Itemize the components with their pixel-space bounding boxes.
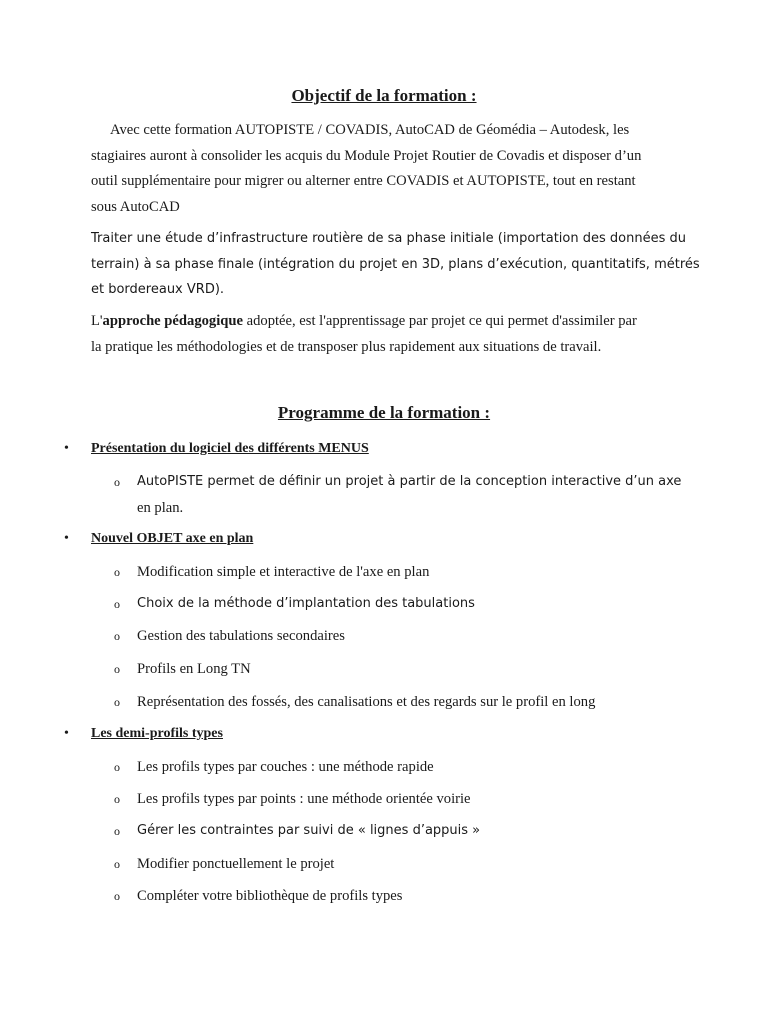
item-text: Gérer les contraintes par suivi de « lignes d’appuis » xyxy=(137,823,481,838)
text-prefix: L' xyxy=(91,313,103,329)
text-line xyxy=(91,309,691,335)
text-line: sous AutoCAD xyxy=(91,198,180,215)
sub-bullet-icon: o xyxy=(114,565,120,579)
text-line: outil supplémentaire pour migrer ou alterner entre COVADIS et AUTOPISTE, tout en restant xyxy=(91,173,636,189)
item-text: Modifier ponctuellement le projet xyxy=(137,856,335,872)
bullet-icon: • xyxy=(64,531,69,546)
objective-paragraph-3 xyxy=(91,309,691,360)
objective-paragraph-1 xyxy=(91,118,691,220)
text-line: Avec cette formation AUTOPISTE / COVADIS, AutoCAD de Géomédia – Autodesk, les xyxy=(110,122,630,138)
item-text: Profils en Long TN xyxy=(137,661,251,677)
item-text: Modification simple et interactive de l'axe en plan xyxy=(137,564,430,580)
sub-bullet-icon: o xyxy=(114,889,120,903)
sub-bullet-icon: o xyxy=(114,792,120,806)
sub-bullet-icon: o xyxy=(114,695,120,709)
bullet-icon: • xyxy=(64,726,69,741)
item-text: Les profils types par couches : une méthode rapide xyxy=(137,759,434,775)
sub-bullet-icon: o xyxy=(114,629,120,643)
sub-bullet-icon: o xyxy=(114,475,120,489)
sub-bullet-icon: o xyxy=(114,824,120,838)
item-text: Gestion des tabulations secondaires xyxy=(137,628,345,644)
text-line: terrain) à sa phase finale (intégration du projet en 3D, plans d’exécution, quantitatifs, métrés xyxy=(91,256,700,272)
objective-paragraph-2 xyxy=(91,226,700,303)
group-heading: Présentation du logiciel des différents MENUS xyxy=(91,441,369,456)
item-text xyxy=(137,469,681,521)
text-rest: adoptée, est l'apprentissage par projet ce qui permet d'assimiler par xyxy=(242,313,637,329)
text-line: stagiaires auront à consolider les acquis du Module Projet Routier de Covadis et disposer d’un xyxy=(91,147,642,164)
group-heading: Les demi-profils types xyxy=(91,726,223,741)
group-heading: Nouvel OBJET axe en plan xyxy=(91,531,254,546)
objective-title: Objectif de la formation : xyxy=(291,86,477,105)
sub-bullet-icon: o xyxy=(114,857,120,871)
item-text: Choix de la méthode d’implantation des tabulations xyxy=(137,596,475,611)
item-text: Compléter votre bibliothèque de profils types xyxy=(137,888,403,904)
text-line: en plan. xyxy=(137,500,184,516)
item-text: Représentation des fossés, des canalisations et des regards sur le profil en long xyxy=(137,694,596,710)
sub-bullet-icon: o xyxy=(114,760,120,774)
item-text: Les profils types par points : une méthode orientée voirie xyxy=(137,791,471,807)
text-line: la pratique les méthodologies et de transposer plus rapidement aux situations de travail. xyxy=(91,338,602,355)
sub-bullet-icon: o xyxy=(114,662,120,676)
bold-phrase: approche pédagogique xyxy=(102,313,243,329)
bullet-icon: • xyxy=(64,441,69,456)
sub-bullet-icon: o xyxy=(114,597,120,611)
program-title: Programme de la formation : xyxy=(277,403,491,422)
text-line: et bordereaux VRD). xyxy=(91,282,225,297)
text-line: AutoPISTE permet de définir un projet à partir de la conception interactive d’un axe xyxy=(137,474,682,489)
text-line: Traiter une étude d’infrastructure routière de sa phase initiale (importation des données du xyxy=(91,231,686,246)
